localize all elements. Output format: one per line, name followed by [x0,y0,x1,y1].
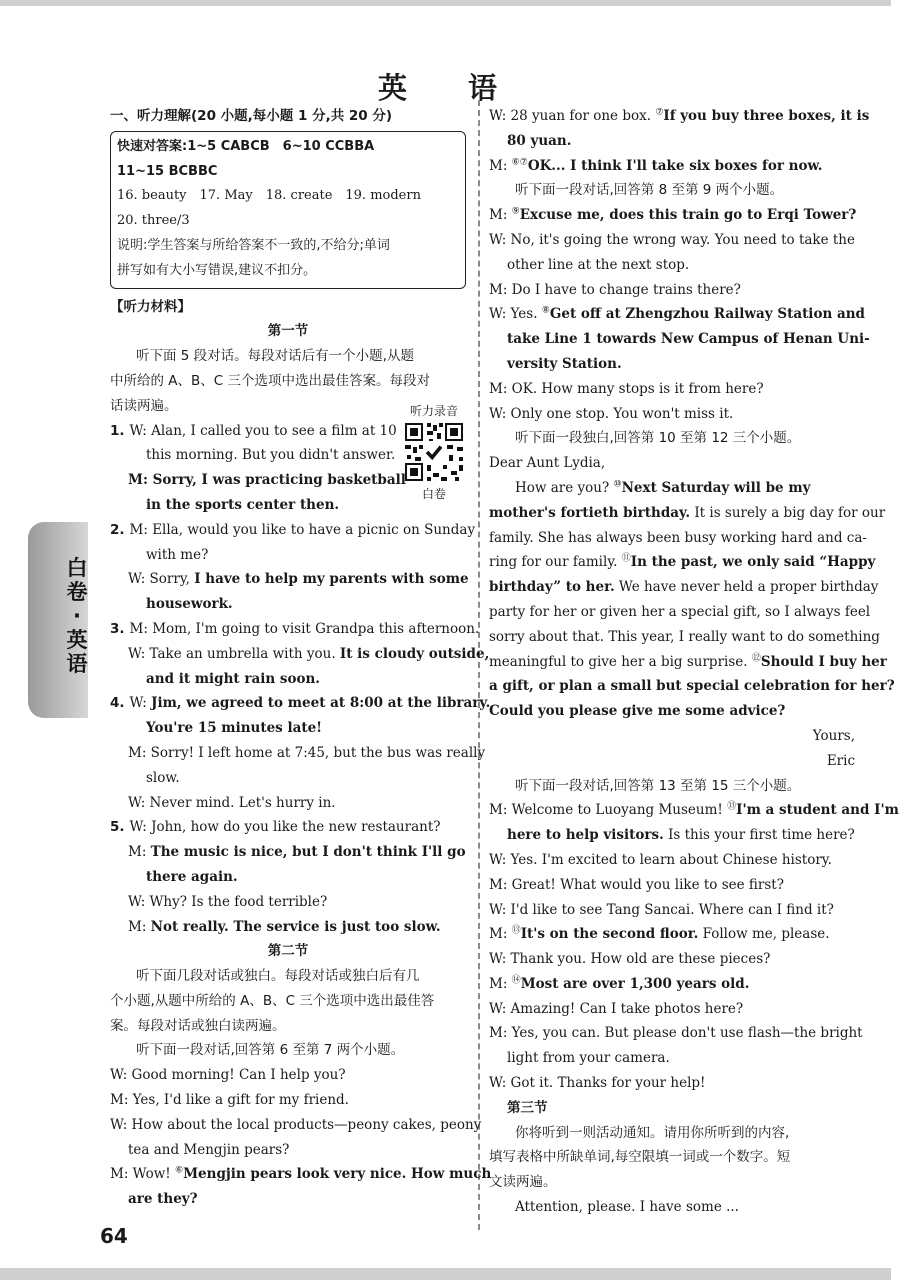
dialogue-3-line-2: W: Take an umbrella with you. It is cloudy outside, [128,645,490,662]
right-line-10: versity Station. [507,355,622,372]
letter-signature: Eric [826,752,855,769]
museum-line-4: M: Great! What would you like to see first? [489,876,784,893]
dialogue-2-line-4: housework. [146,596,233,613]
section-one-header: 一、听力理解(20 小题,每小题 1 分,共 20 分) [110,108,393,124]
dialogue-6-line-4: tea and Mengjin pears? [128,1141,290,1158]
part3-intro-1: 你将听到一则活动通知。请用你所听到的内容, [515,1124,790,1141]
letter-line-8: meaningful to give her a big surprise. ⑫Should I buy her [489,653,887,670]
letter-line-6: party for her or given her a special gift, so I always feel [489,603,871,620]
dialogue-6-line-5: M: Wow! ⑥Mengjin pears look very nice. How much [110,1165,492,1183]
dialogue-6-intro: 听下面一段对话,回答第 6 至第 7 两个小题。 [136,1042,405,1059]
dialogue-3-line-1: 3. M: Mom, I'm going to visit Grandpa this afternoon. [110,620,480,637]
museum-line-11: light from your camera. [507,1050,670,1067]
right-line-9: take Line 1 towards New Campus of Henan Uni- [507,331,870,348]
answer-line-4: 20. three/3 [117,213,190,229]
dialogue-6-line-6: are they? [128,1191,198,1208]
dialogue-1-line-4: in the sports center then. [146,496,340,513]
part3-title: 第三节 [507,1099,548,1116]
part3-intro-2: 填写表格中所缺单词,每空限填一词或一个数字。短 [489,1149,791,1166]
dialogue-6-line-3: W: How about the local products—peony cakes, peony [110,1116,482,1133]
letter-line-10: Could you please give me some advice? [489,703,786,720]
answer-line-3: 16. beauty 17. May 18. create 19. modern [117,188,421,204]
part1-intro-1: 听下面 5 段对话。每段对话后有一个小题,从题 [136,348,414,365]
qr-caption-top: 听力录音 [409,404,458,418]
part2-intro-1: 听下面几段对话或独白。每段对话或独白后有几 [136,968,420,985]
letter-line-9: a gift, or plan a small but special celebration for her? [489,678,895,695]
right-line-7: M: Do I have to change trains there? [489,281,741,298]
dialogue-3-line-3: and it might rain soon. [146,670,320,687]
top-edge [0,0,891,6]
dialogue-4-line-1: 4. W: Jim, we agreed to meet at 8:00 at the library. [110,695,491,712]
museum-line-10: M: Yes, you can. But please don't use flash—the bright [489,1025,863,1042]
dialogue-2-line-2: with me? [146,546,209,563]
answer-note-1: 说明:学生答案与所给答案不一致的,不给分;单词 [117,237,390,253]
dialogue-8-intro: 听下面一段对话,回答第 8 至第 9 两个小题。 [515,182,784,199]
dialogue-4-line-3: M: Sorry! I left home at 7:45, but the bus was really [128,744,486,761]
right-line-12: W: Only one stop. You won't miss it. [489,405,734,422]
museum-line-3: W: Yes. I'm excited to learn about Chinese history. [489,851,832,868]
museum-line-1: M: Welcome to Luoyang Museum! ⑬I'm a student and I'm [489,801,899,819]
right-line-4: M: ⑨Excuse me, does this train go to Erqi Tower? [489,206,857,224]
page-title: 英 语 [377,71,513,105]
museum-line-8: M: ⑭Most are over 1,300 years old. [489,975,750,992]
letter-line-3: family. She has always been busy working hard and ca- [489,529,867,546]
answer-line-1: 快速对答案:1~5 CABCB 6~10 CCBBA [117,138,375,154]
museum-line-5: W: I'd like to see Tang Sancai. Where can I find it? [489,901,834,918]
dialogue-5-line-4: W: Why? Is the food terrible? [128,893,328,910]
letter-line-5: birthday” to her. We have never held a proper birthday [489,579,879,596]
dialogue-4-line-2: You're 15 minutes late! [146,720,323,737]
right-line-2: 80 yuan. [507,132,572,149]
bottom-edge [0,1268,891,1280]
right-line-6: other line at the next stop. [507,256,690,273]
part1-title: 第一节 [267,323,309,340]
page-number: 64 [100,1224,128,1248]
side-tab-label: 白卷·英语 [66,556,88,676]
letter-line-2: mother's fortieth birthday. It is surely a big day for our [489,504,886,521]
dialogue-6-line-1: W: Good morning! Can I help you? [110,1067,346,1084]
dialogue-1-line-2: this morning. But you didn't answer. [146,447,396,464]
qr-caption-bottom: 白卷 [421,487,446,501]
letter-line-7: sorry about that. This year, I really want to do something [489,628,880,645]
part2-intro-2: 个小题,从题中所给的 A、B、C 三个选项中选出最佳答 [110,992,435,1009]
museum-line-9: W: Amazing! Can I take photos here? [489,1000,744,1017]
dialogue-6-line-2: M: Yes, I'd like a gift for my friend. [110,1092,349,1109]
dialogue-2-line-1: 2. M: Ella, would you like to have a picnic on Sunday [110,521,476,538]
material-header: 【听力材料】 [110,298,191,315]
left-column [110,104,492,1212]
dialogue-13-intro: 听下面一段对话,回答第 13 至第 15 三个小题。 [515,777,801,794]
right-line-1: W: 28 yuan for one box. ⑦If you buy three boxes, it is [489,107,870,124]
dialogue-4-line-4: slow. [146,769,180,786]
letter-greeting: Dear Aunt Lydia, [489,455,606,472]
right-line-11: M: OK. How many stops is it from here? [489,380,764,397]
part3-intro-3: 文读两遍。 [489,1174,557,1191]
part1-intro-2: 中所给的 A、B、C 三个选项中选出最佳答案。每段对 [110,372,431,389]
right-line-5: W: No, it's going the wrong way. You need to take the [489,231,855,248]
part3-last-line: Attention, please. I have some ... [515,1199,739,1216]
part1-intro-3: 话读两遍。 [110,397,178,414]
right-line-8: W: Yes. ⑧Get off at Zhengzhou Railway Station and [489,305,865,323]
dialogue-10-intro: 听下面一段独白,回答第 10 至第 12 三个小题。 [515,430,801,447]
right-line-3: M: ⑥⑦OK... I think I'll take six boxes for now. [489,157,823,174]
letter-line-1: How are you? ⑩Next Saturday will be my [515,479,811,496]
museum-line-2: here to help visitors. Is this your first time here? [507,827,855,844]
part2-intro-3: 案。每段对话或独白读两遍。 [110,1017,286,1034]
dialogue-2-line-3: W: Sorry, I have to help my parents with some [128,571,469,588]
letter-closing: Yours, [812,727,855,744]
answer-box [110,131,466,289]
museum-line-12: W: Got it. Thanks for your help! [489,1075,706,1092]
dialogue-5-line-1: 5. W: John, how do you like the new restaurant? [110,819,441,836]
dialogue-1-line-3: M: Sorry, I was practicing basketball [128,472,406,489]
museum-line-7: W: Thank you. How old are these pieces? [489,951,771,968]
dialogue-5-line-5: M: Not really. The service is just too slow. [128,918,441,935]
dialogue-1-line-1: 1. W: Alan, I called you to see a film at 10 [110,422,397,439]
right-column [489,104,899,1220]
part2-title: 第二节 [267,943,309,960]
dialogue-5-line-2: M: The music is nice, but I don't think I'll go [128,844,466,861]
museum-line-6: M: ⑬It's on the second floor. Follow me, please. [489,925,830,943]
answer-note-2: 拼写如有大小写错误,建议不扣分。 [117,262,317,278]
dialogue-4-line-5: W: Never mind. Let's hurry in. [128,794,336,811]
dialogue-5-line-3: there again. [146,868,238,885]
letter-line-4: ring for our family. ⑪In the past, we only said “Happy [489,553,876,571]
answer-line-2: 11~15 BCBBC [117,163,218,179]
